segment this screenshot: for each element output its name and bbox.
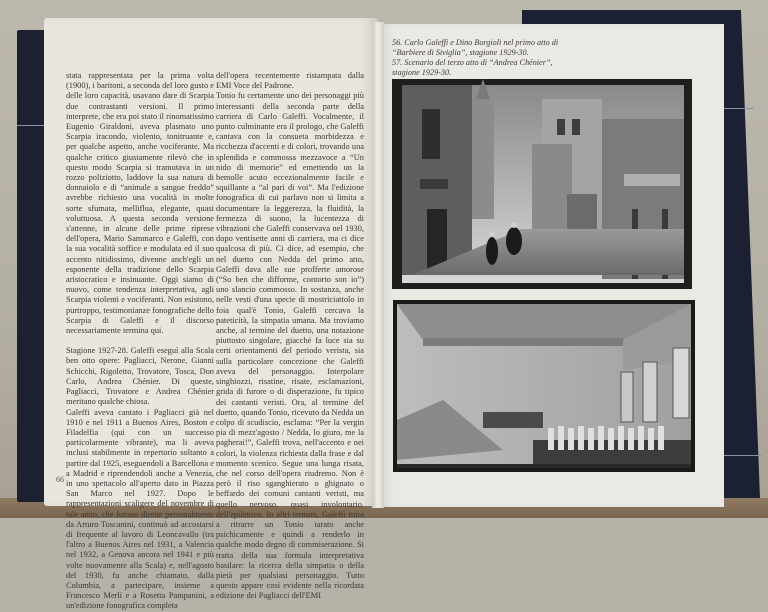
- paragraph: Tonio fu certamente uno dei personaggi più interessanti della seconda parte della carriera di Carlo Galeffi. Vocalmente, il punto culminante era il prologo, che Galeffi cantava con la consueta morbidezza e ricchezza d'accenti e di colori, trovando una splendida e commossa mezzavoce a “Un nido di memorie” ed emettendo un la bemolle acuto eccezionalmente facile e squillante a “al pari di voi”. Ma l'edizione fonografica di cui parlavo non si limita a documentare la leggerezza, la fluidità, la fermezza di suono, la lucentezza di vibrazioni che Galeffi conservava nel 1930, dopo ventisette anni di carriera, ma ci dice qualcosa di più. Ci dice, ad esempio, che nel duetto con Nedda del primo atto, Galeffi dava alle sue profferte amorose (“So ben che difforme, contorto son io”) uno slancio commosso. In sostanza, anche nelle vesti d'una specie di mostriciattolo in foia qual'è Tonio, Galeffi cercava la pateticità, la simpatia umana. Ma troviamo anche, al termine del duetto, una notazione piuttosto singolare, giacché fa luce sia su certi orientamenti del periodo verista, sia sulla particolare concezione che Galeffi aveva del personaggio. Interpolare singhiozzi, risatine, risate, esclamazioni, grida di furore o di disperazione, fu tipico dei cantanti veristi. Ora, al termine del duetto, quando Tonio, ricevuto da Nedda un colpo di scudiscio, esclama: “Per la vergin pia di mezz'agosto / Nedda, lo giuro, me la pagherai!”, Galeffi trova, nell'accento e nei colori, la violenza richiesta dalla frase e dal momento scenico. Segue una lunga risata, che nel corso dell'opera riudremo. Non è però il riso sganghierato o ghignato o beffardo dei comuni cantanti veristi, ma quello nervoso, quasi involontario, dell'epilettico. In altri termini, Galeffi mira a ritrarre un Tonio tarato anche psichicamente e quindi a renderlo in qualche modo degno di commiserazione. Si tratta della sua formula interpretativa basilare: la ricerca della simpatia o della pietà per qualsiasi personaggio. Tutto questo appare così evidente nella ricordata edizione dei Pagliacci dell'EMI: [216, 91, 364, 601]
- photo-chenier-tribunal-scene: [393, 300, 695, 472]
- street-scene-image: [392, 79, 692, 289]
- cover-line: [722, 455, 762, 456]
- paragraph: Stagione 1927-28. Galeffi eseguì alla Scala ben otto opere: Pagliacci, Nerone, Gianni Schicchi, Rigoletto, Trovatore, Tosca, Don Carlo, Andrea Chénier. Di queste, Pagliacci, Trovatore e Andrea Chénier meritano qualche chiosa.: [66, 346, 214, 407]
- paragraph: stata rappresentata per la prima volta (1900), i baritoni, a seconda del loro gusto e delle loro capacità, usavano dare di Scarpia due contrastanti versioni. Il primo interprete, che era poi stato il rinomatissimo Eugenio Giraldoni, aveva plasmato uno Scarpia iracondo, violento, tonitruante e, per qualche aspetto, anche vociferante. Ma qualche critico giustamente rilevò che in questo modo Scarpia si tramutava in un rozzo poliziotto, laddove la sua natura di donnaiolo e di “animale a sangue freddo” avrebbe richiesto una vocalità in molte sorte sfumata, melliflua, elegante, quasi voluttuosa. A questa seconda versione s'attenne, in alcune delle prime riprese dell'opera, Mario Sammarco e Galeffi, con la sua vocalità soffice e modulata ed il suo accento nitidissimo, divenne anch'egli un esponente della tradizione dello Scarpia aristocratico e insinuante. Oggi siamo di nuovo, come tendenza interpretativa, agli Scarpia violenti e vociferanti. Non esistono, purtroppo, testimonianze fonografiche dello Scarpia di Galeffi e il discorso necessariamente termina qui.: [66, 71, 214, 336]
- photo-captions: [392, 38, 582, 78]
- caption-56: 56. Carlo Galeffi e Dino Borgioli nel primo atto di “Barbiere di Siviglia”, stagione 1929-30.: [392, 38, 559, 57]
- cover-line: [17, 125, 47, 126]
- tribunal-scene-image: [393, 300, 695, 472]
- paragraph: dell'opera recentemente ristampata dalla EMI Voce del Padrone.: [216, 71, 364, 91]
- book-spine: [372, 22, 384, 508]
- paragraph: Galeffi aveva cantato i Pagliacci già nel 1910 e nel 1911 a Buenos Aires, Boston e Filadelfia (qui con un successo particolarmente vibrante), ma li aveva inclusi stabilmente in repertorio soltanto a partire dal 1925, eseguendoli a Barcellona e a Madrid e riprendendoli anche a Venezia, in uno spettacolo all'aperto dato in Piazza San Marco nel 1927. Dopo le rappresentazioni scaligere del novembre di tale anno, che furono dirette personalmente da Arturo Toscanini, continuò ad accostarsi di frequente al lavoro di Leoncavallo (tra l'altro a Buenos Aires nel 1931, a Valencia nel 1932, a Genova ancora nel 1941 e più volte nuovamente alla Scala) e, nell'agosto del 1930, fu anche chiamato, dalla Columbia, a partecipare, insieme a Francesco Merli e a Rosetta Pampanini, a un'edizione fonografica completa: [66, 407, 214, 611]
- photo-barbiere-street-scene: [392, 79, 692, 289]
- left-text-column: [66, 71, 214, 612]
- caption-57: 57. Scenario del terzo atto di “Andrea Chénier”, stagione 1929-30.: [392, 58, 553, 77]
- page-number: 66: [56, 475, 64, 484]
- right-text-column: [216, 71, 364, 602]
